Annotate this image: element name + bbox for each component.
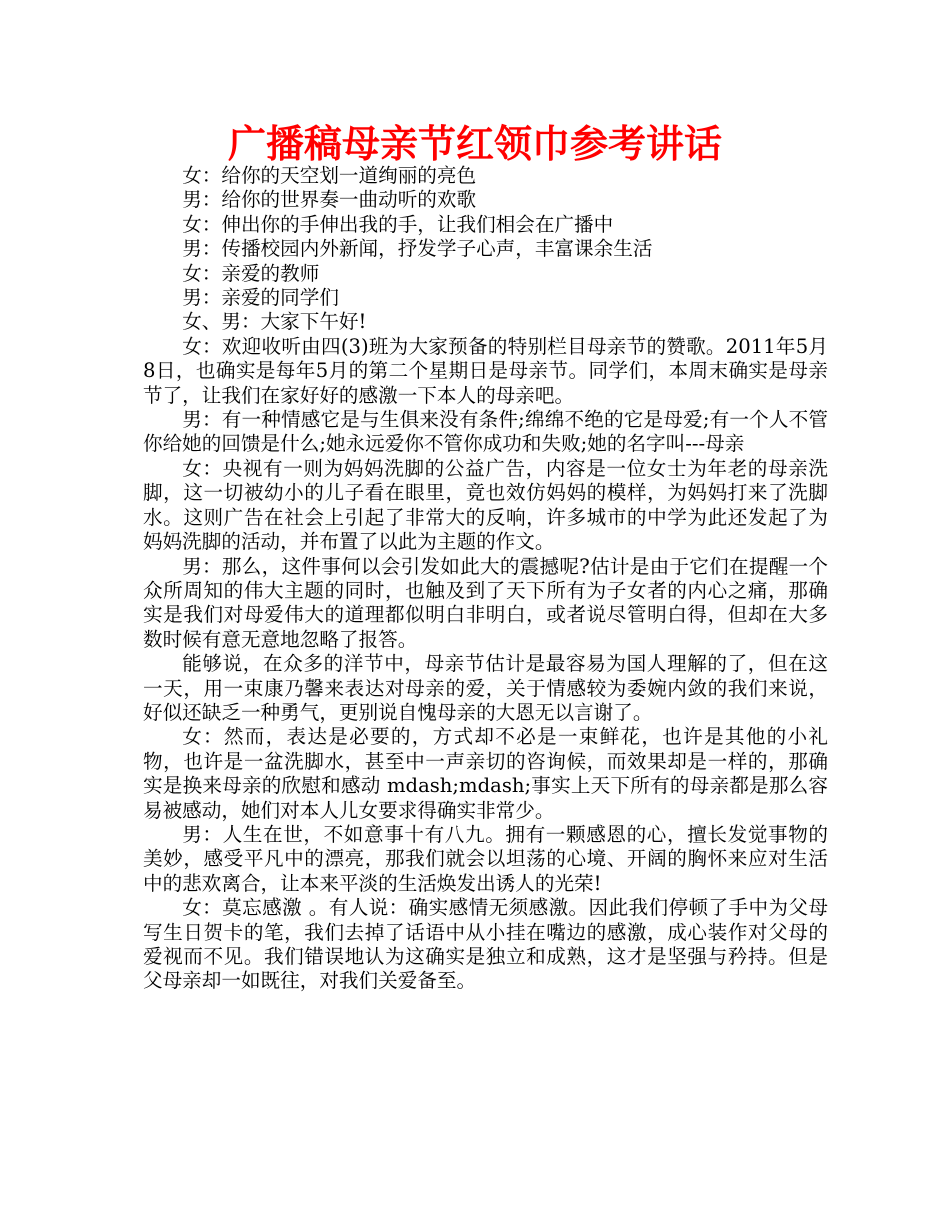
page-title: 广播稿母亲节红领巾参考讲话	[227, 122, 722, 166]
dialogue-line: 男：给你的世界奏一曲动听的欢歌	[182, 188, 477, 212]
dialogue-line: 女：亲爱的教师	[182, 261, 320, 285]
paragraph: 女：欢迎收听由四(3)班为大家预备的特别栏目母亲节的赞歌。2011年5月8日，也确实是每年5月的第二个星期日是母亲节。同学们，本周末确实是母亲节了，让我们在家好好的感激一下本人的母亲吧。	[143, 334, 828, 407]
paragraph: 男：那么，这件事何以会引发如此大的震撼呢?估计是由于它们在提醒一个众所周知的伟大主题的同时，也触及到了天下所有为子女者的内心之痛，那确实是我们对母爱伟大的道理都似明白非明白，或者说尽管明白得，但却在大多数时候有意无意地忽略了报答。	[143, 554, 828, 651]
dialogue-line: 女：给你的天空划一道绚丽的亮色	[182, 164, 477, 187]
paragraph: 男：有一种情感它是与生俱来没有条件;绵绵不绝的它是母爱;有一个人不管你给她的回馈是什么;她永远爱你不管你成功和失败;她的名字叫---母亲	[143, 408, 828, 456]
dialogue-line: 女、男：大家下午好!	[182, 310, 367, 334]
paragraph: 女：央视有一则为妈妈洗脚的公益广告，内容是一位女士为年老的母亲洗脚，这一切被幼小的儿子看在眼里，竟也效仿妈妈的模样，为妈妈打来了洗脚水。这则广告在社会上引起了非常大的反响，许多城市的中学为此还发起了为妈妈洗脚的活动，并布置了以此为主题的作文。	[143, 456, 828, 554]
paragraph: 女：莫忘感激 。有人说：确实感情无须感激。因此我们停顿了手中为父母写生日贺卡的笔，我们去掉了话语中从小挂在嘴边的感激，成心装作对父母的爱视而不见。我们错误地认为这确实是独立和成熟，这才是坚强与矜持。但是父母亲却一如既往，对我们关爱备至。	[143, 896, 828, 993]
dialogue-line: 男：传播校园内外新闻，抒发学子心声，丰富课余生活	[182, 237, 653, 261]
paragraph: 男：人生在世，不如意事十有八九。拥有一颗感恩的心，擅长发觉事物的美妙，感受平凡中的漂亮，那我们就会以坦荡的心境、开阔的胸怀来应对生活中的悲欢离合，让本来平淡的生活焕发出诱人的光荣!	[143, 822, 828, 895]
paragraph: 能够说，在众多的洋节中，母亲节估计是最容易为国人理解的了，但在这一天，用一束康乃馨来表达对母亲的爱，关于情感较为委婉内敛的我们来说，好似还缺乏一种勇气，更别说自愧母亲的大恩无以言谢了。	[143, 652, 828, 724]
dialogue-line: 女：伸出你的手伸出我的手，让我们相会在广播中	[182, 212, 614, 236]
dialogue-line: 男：亲爱的同学们	[182, 286, 339, 310]
paragraph: 女：然而，表达是必要的，方式却不必是一束鲜花，也许是其他的小礼物，也许是一盆洗脚水，甚至中一声亲切的咨询候，而效果却是一样的，那确实是换来母亲的欣慰和感动 mdash;mdash;事实上天下所有的母亲都是那么容易被感动，她们对本人儿女要求得确实非常少。	[143, 725, 828, 822]
document-body	[143, 164, 828, 994]
